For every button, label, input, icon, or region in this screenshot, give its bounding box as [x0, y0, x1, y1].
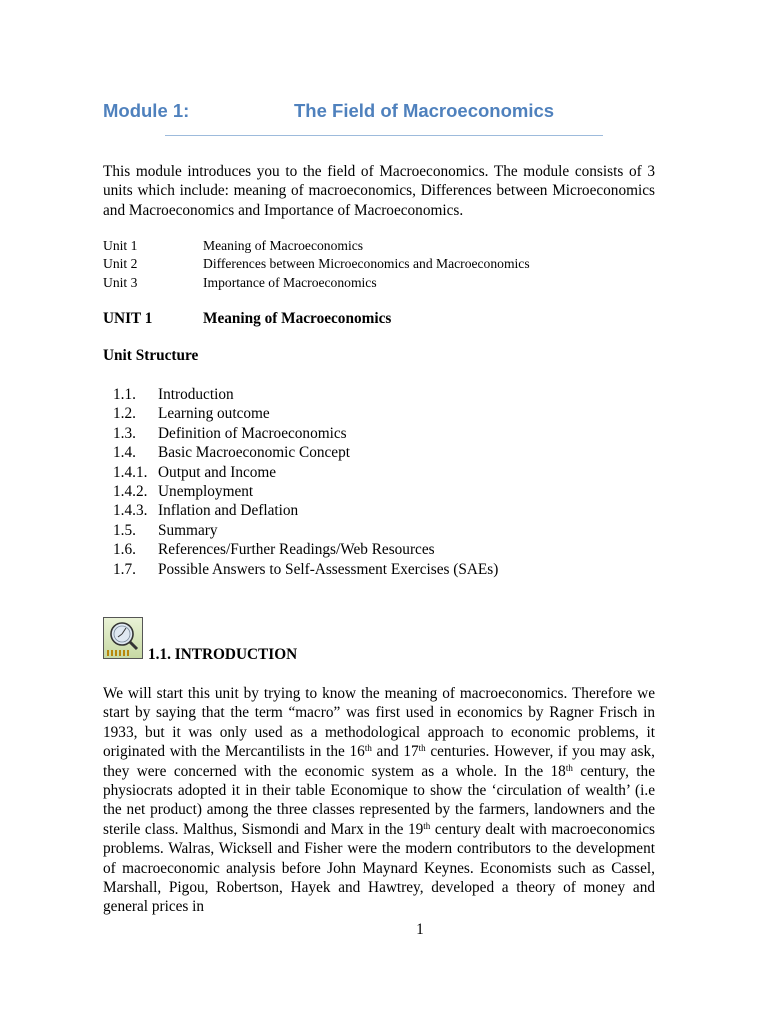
unit-heading: [103, 310, 503, 330]
unit-code: Unit 2: [103, 256, 138, 272]
structure-item-number: 1.4.: [113, 444, 136, 462]
heading-divider: [165, 135, 603, 136]
page-number: 1: [416, 921, 424, 938]
structure-item: [113, 424, 633, 443]
unit-list: [103, 237, 663, 292]
structure-item-number: 1.1.: [113, 386, 136, 403]
structure-item-label: Basic Macroeconomic Concept: [158, 444, 350, 462]
unit-structure-list: [113, 385, 633, 579]
module-intro-paragraph: This module introduces you to the field of Macroeconomics. The module consists of 3 units which include: meaning of macroeconomics, Differences between Microeconomics and Macroeconomics and Importance of Macroeconomics.: [103, 163, 655, 219]
structure-item-number: 1.6.: [113, 541, 136, 559]
unit-name: Importance of Macroeconomics: [203, 274, 377, 290]
structure-item-number: 1.3.: [113, 424, 136, 442]
unit-list-item: [103, 274, 663, 292]
structure-item-label: References/Further Readings/Web Resources: [158, 541, 435, 559]
structure-item-number: 1.4.1.: [113, 463, 148, 481]
unit-code: Unit 1: [103, 238, 138, 253]
structure-item-label: Learning outcome: [158, 405, 270, 423]
structure-item: [113, 404, 633, 423]
structure-item-number: 1.2.: [113, 405, 136, 423]
structure-item-label: Introduction: [158, 386, 234, 403]
structure-item-label: Output and Income: [158, 463, 277, 481]
unit-structure-heading: Unit Structure: [103, 347, 199, 364]
structure-item: [113, 521, 633, 540]
module-number: Module 1:: [103, 100, 190, 121]
structure-item-label: Unemployment: [158, 482, 254, 500]
structure-item-number: 1.4.2.: [113, 482, 148, 500]
structure-item-number: 1.4.3.: [113, 502, 148, 520]
structure-item: [113, 540, 633, 559]
structure-item-label: Inflation and Deflation: [158, 502, 299, 520]
structure-item: [113, 443, 633, 462]
module-heading: [103, 100, 603, 126]
structure-item: [113, 501, 633, 520]
structure-item-label: Summary: [158, 521, 218, 539]
unit-list-item: [103, 255, 663, 273]
unit-heading-code: UNIT 1: [103, 310, 153, 327]
introduction-heading: 1.1. INTRODUCTION: [148, 646, 298, 663]
unit-code: Unit 3: [103, 274, 138, 290]
magnifier-icon: [103, 617, 143, 659]
structure-item: [113, 482, 633, 501]
unit-name: Differences between Microeconomics and Macroeconomics: [203, 256, 530, 272]
introduction-paragraph: We will start this unit by trying to know the meaning of macroeconomics. Therefore we start by saying that the term “macro” was first used in economics by Ragner Frisch in 1933, but it was only used as a methodological approach to economic problems, it originated with the Mercantilists in the 16th and 17th centuries. However, if you may ask, they were concerned with the economic system as a whole. In the 18th century, the physiocrats adopted it in their table Economique to show the ‘circulation of wealth’ (i.e the net product) among the three classes represented by the farmers, landowners and the sterile class. Malthus, Sismondi and Marx in the 19th century dealt with macroeconomics problems. Walras, Wicksell and Fisher were the modern contributors to the development of macroeconomic analysis before John Maynard Keynes. Economists such as Cassel, Marshall, Pigou, Robertson, Hayek and Hawtrey, developed a theory of money and general prices in: [103, 685, 655, 916]
structure-item-number: 1.7.: [113, 560, 136, 578]
unit-heading-title: Meaning of Macroeconomics: [203, 310, 392, 327]
structure-item: [113, 463, 633, 482]
structure-item-label: Definition of Macroeconomics: [158, 424, 347, 442]
unit-name: Meaning of Macroeconomics: [203, 238, 364, 253]
structure-item-label: Possible Answers to Self-Assessment Exercises (SAEs): [158, 560, 499, 578]
structure-item: [113, 385, 633, 404]
structure-item-number: 1.5.: [113, 521, 136, 539]
structure-item: [113, 560, 633, 579]
module-title: The Field of Macroeconomics: [294, 100, 555, 121]
unit-list-item: [103, 237, 663, 255]
